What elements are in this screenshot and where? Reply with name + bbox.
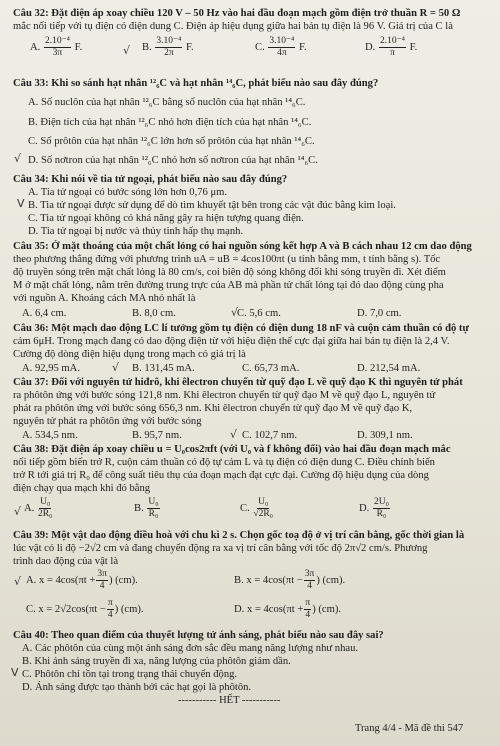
q36-option-d[interactable]: D. 212,54 mA. (357, 363, 421, 374)
page-footer: Trang 4/4 - Mã đề thi 547 (355, 723, 464, 734)
end-marker: ----------- HẾT ----------- (178, 695, 281, 706)
q34-option-d[interactable]: D. Tia tử ngoại bị nước và thủy tinh hấp thụ mạnh. (28, 226, 244, 237)
question-35-line-3: độ truyền sóng trên mặt chất lỏng là 80 cm/s, coi biên độ sóng không đổi khi sóng truyền đi. Xét điểm (13, 267, 446, 278)
question-37-line-4: nguyên tử phát ra phôtôn ứng với bước sóng (13, 416, 202, 427)
question-36-line-1: Câu 36: Một mạch dao động LC lí tưởng gồm tụ điện có điện dung 18 nF và cuộn cảm thuần có độ tự (13, 323, 469, 334)
question-39-line-3: trình dao động của vật là (13, 556, 119, 567)
q32-option-d[interactable]: D. $\frac{\text{2.10⁻⁴}}{\pi}$ F. (365, 36, 418, 58)
question-38-options (22, 497, 490, 525)
q33-option-d[interactable]: D. Số nơtron của hạt nhân ¹²₆C nhỏ hơn số nơtron của hạt nhân ¹⁴₆C. (28, 155, 318, 166)
question-32 (13, 7, 490, 33)
question-38 (13, 443, 490, 495)
q33-option-b[interactable]: B. Điện tích của hạt nhân ¹²₆C nhỏ hơn điện tích của hạt nhân ¹⁴₆C. (28, 117, 312, 128)
question-35-line-2: theo phương thẳng đứng với phương trình uA = uB = 4cos100πt (u tính bằng mm, t tính bằng s). Tốc (13, 254, 441, 265)
question-33-stem: Câu 33: Khi so sánh hạt nhân ¹²₆C và hạt nhân ¹⁴₆C, phát biểu nào sau đây đúng? (13, 78, 379, 89)
question-35-line-5: với nguồn A. Khoảng cách MA nhỏ nhất là (13, 293, 196, 304)
handwritten-check-mark: V (17, 197, 25, 210)
q39-option-c[interactable]: C. x = 2√2cos(πt − $\frac{\pi}{4}$ ) (cm). (26, 598, 144, 620)
question-39-line-2: lúc vật có li độ −2√2 cm và đang chuyển động ra xa vị trí cân bằng với tốc độ 2π√2 cm/s. Phương (13, 543, 428, 554)
q38-option-d[interactable]: D. $\frac{\text{2U₀}}{\text{R₀}}$ (359, 497, 389, 519)
q40-option-d[interactable]: D. Ánh sáng được tạo thành bởi các hạt gọi là phôtôn. (22, 682, 252, 693)
question-37-line-3: phát ra phôtôn ứng với bước sóng 656,3 nm. Khi êlectron chuyển từ quỹ đạo M về quỹ đạo K, (13, 403, 413, 414)
question-33 (13, 77, 490, 90)
question-34-stem: Câu 34: Khi nói về tia tử ngoại, phát biểu nào sau đây đúng? (13, 174, 288, 185)
question-36 (13, 322, 490, 361)
q35-option-d[interactable]: D. 7,0 cm. (357, 308, 402, 319)
q33-option-a[interactable]: A. Số nuclôn của hạt nhân ¹²₆C bằng số nuclôn của hạt nhân ¹⁴₆C. (28, 97, 306, 108)
q40-option-a[interactable]: A. Các phôtôn của cùng một ánh sáng đơn sắc đều mang năng lượng như nhau. (22, 643, 359, 654)
handwritten-check-mark: √ (112, 361, 120, 374)
question-39-options-row-1 (22, 569, 490, 597)
question-39 (13, 529, 490, 568)
question-38-line-1: Câu 38: Đặt điện áp xoay chiều u = U₀cos2πft (với U₀ và f không đổi) vào hai đầu đoạn mạch mắc (13, 444, 451, 455)
question-39-line-1: Câu 39: Một vật dao động điều hoà với chu kì 2 s. Chọn gốc toạ độ ở vị trí cân bằng, gốc thời gian là (13, 530, 465, 541)
question-37-line-2: ra phôtôn ứng với bước sóng 121,8 nm. Khi êlectron chuyển từ quỹ đạo M về quỹ đạo L, nguyên tử (13, 390, 436, 401)
question-36-line-3: Cường độ dòng điện hiệu dụng trong mạch có giá trị là (13, 349, 246, 360)
question-32-line-2: mắc nối tiếp với tụ điện có điện dung C. Điện áp hiệu dụng giữa hai bản tụ điện là 96 V. Giá trị của C là (13, 21, 453, 32)
handwritten-check-mark: √ (14, 575, 22, 588)
q39-option-d[interactable]: D. x = 4cos(πt + $\frac{\pi}{4}$ ) (cm). (234, 598, 342, 620)
q37-option-a[interactable]: A. 534,5 nm. (22, 430, 78, 441)
q32-option-b[interactable]: B. $\frac{\text{3.10⁻⁴}}{2\pi}$ F. (142, 36, 194, 58)
question-38-line-2: nối tiếp gồm biến trở R, cuộn cảm thuần có độ tự cảm L và tụ điện có điện dung C. Điều chỉnh biến (13, 457, 435, 468)
q35-option-c[interactable]: C. 5,6 cm. (237, 308, 281, 319)
q36-option-c[interactable]: C. 65,73 mA. (242, 363, 300, 374)
handwritten-check-mark: √ (230, 428, 238, 441)
question-32-options (22, 36, 490, 64)
q33-option-c[interactable]: C. Số prôtôn của hạt nhân ¹²₆C lớn hơn số prôtôn của hạt nhân ¹⁴₆C. (28, 136, 315, 147)
q35-option-b[interactable]: B. 8,0 cm. (132, 308, 176, 319)
handwritten-check-mark: V (11, 666, 19, 679)
q34-option-c[interactable]: C. Tia tử ngoại không có khả năng gây ra hiện tượng quang điện. (28, 213, 304, 224)
question-35-line-1: Câu 35: Ở mặt thoáng của một chất lỏng có hai nguồn sóng kết hợp A và B cách nhau 12 cm dao động (13, 241, 472, 252)
q40-option-c[interactable]: C. Phôtôn chỉ tồn tại trong trạng thái chuyển động. (22, 669, 238, 680)
q34-option-b[interactable]: B. Tia tử ngoại được sử dụng để dò tìm khuyết tật bên trong các vật đúc bằng kim loại. (28, 200, 396, 211)
q37-option-d[interactable]: D. 309,1 nm. (357, 430, 413, 441)
q35-option-a[interactable]: A. 6,4 cm. (22, 308, 67, 319)
q38-option-c[interactable]: C. $\frac{\text{U₀}}{\text{√2R₀}}$ (240, 497, 273, 519)
question-38-line-3: trở R tới giá trị R₀ để công suất tiêu thụ của đoạn mạch đạt cực đại. Cường độ hiệu dụng của dòng (13, 470, 429, 481)
question-40-stem: Câu 40: Theo quan điểm của thuyết lượng tử ánh sáng, phát biểu nào sau đây sai? (13, 630, 384, 641)
q36-option-b[interactable]: B. 131,45 mA. (132, 363, 195, 374)
q40-option-b[interactable]: B. Khi ánh sáng truyền đi xa, năng lượng của phôtôn giảm dần. (22, 656, 291, 667)
handwritten-check-mark: √ (123, 44, 131, 57)
q38-option-b[interactable]: B. $\frac{\text{U₀}}{\text{R₀}}$ (134, 497, 159, 519)
question-35-line-4: M ở mặt chất lỏng, nằm trên đường trung trực của AB mà phần tử chất lỏng tại đó dao động cùng pha (13, 280, 444, 291)
q39-option-a[interactable]: A. x = 4cos(πt + $\frac{3\pi}{4}$ ) (cm). (26, 569, 138, 591)
q32-option-a[interactable]: A. $\frac{\text{2.10⁻⁴}}{3\pi}$ F. (30, 36, 83, 58)
question-35 (13, 240, 490, 305)
q38-option-a[interactable]: A. $\frac{\text{U₀}}{\text{2R₀}}$ (24, 497, 53, 519)
q36-option-a[interactable]: A. 92,95 mA. (22, 363, 80, 374)
q37-option-c[interactable]: C. 102,7 nm. (242, 430, 298, 441)
question-39-options-row-2 (22, 598, 490, 626)
question-32-line-1: Câu 32: Đặt điện áp xoay chiều 120 V – 50 Hz vào hai đầu đoạn mạch gồm điện trở thuần R = 50 Ω (13, 8, 461, 19)
handwritten-check-mark: √ (14, 152, 22, 165)
question-38-line-4: điện chạy qua mạch khi đó bằng (13, 483, 151, 494)
q34-option-a[interactable]: A. Tia tử ngoại có bước sóng lớn hơn 0,76 μm. (28, 187, 228, 198)
question-37 (13, 376, 490, 428)
handwritten-check-mark: √ (14, 505, 22, 518)
question-36-line-2: cảm 6μH. Trong mạch đang có dao động điện từ với hiệu điện thế cực đại giữa hai bản tụ điện là 2,4 V. (13, 336, 450, 347)
question-37-line-1: Câu 37: Đối với nguyên tử hiđrô, khi êlectron chuyển từ quỹ đạo L về quỹ đạo K thì nguyên tử phát (13, 377, 463, 388)
q37-option-b[interactable]: B. 95,7 nm. (132, 430, 182, 441)
q32-option-c[interactable]: C. $\frac{\text{3.10⁻⁴}}{4\pi}$ F. (255, 36, 307, 58)
handwritten-check-mark: √ (231, 306, 239, 319)
q39-option-b[interactable]: B. x = 4cos(πt − $\frac{3\pi}{4}$ ) (cm). (234, 569, 346, 591)
